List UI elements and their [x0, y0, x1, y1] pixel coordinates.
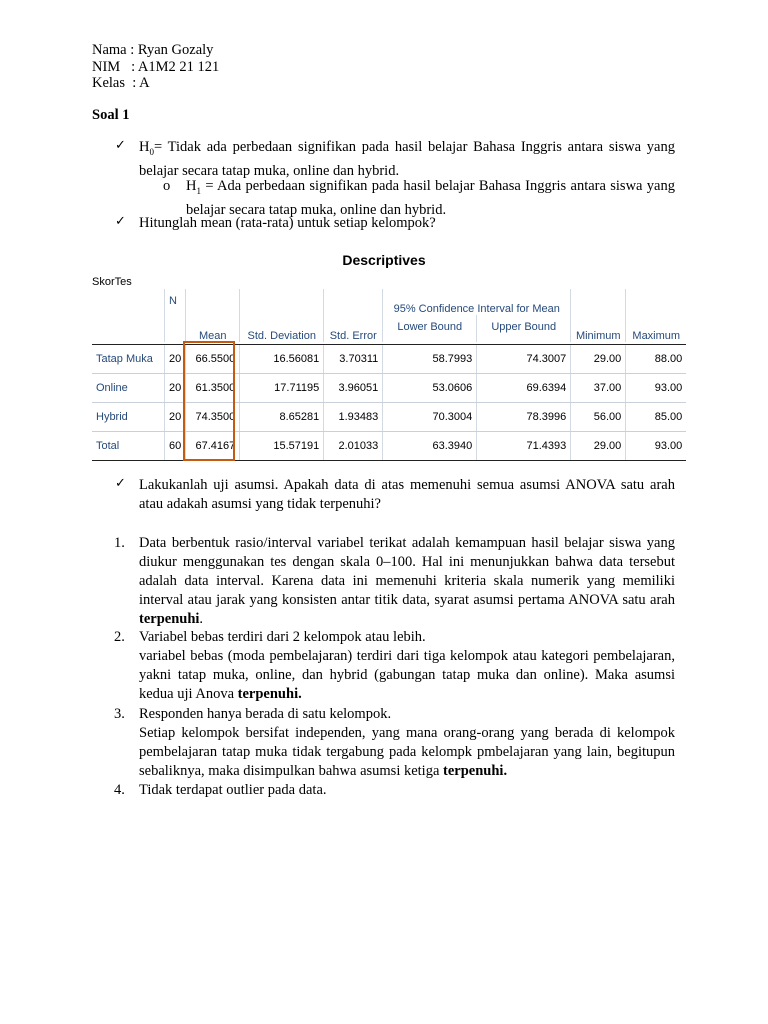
- item-number: 4.: [114, 782, 125, 798]
- h1-sub: 1: [196, 185, 201, 196]
- soal-title: Soal 1: [92, 107, 130, 123]
- nim-line: NIM : A1M2 21 121: [92, 58, 220, 75]
- assumption-question: Lakukanlah uji asumsi. Apakah data di atas memenuhi semua asumsi ANOVA satu arah atau adakah asumsi yang tidak terpenuhi?: [139, 477, 675, 512]
- mean-column-highlight: [183, 341, 235, 461]
- table-row: Tatap Muka 20 66.5500 16.56081 3.70311 58.7993 74.3007 29.00 88.00: [92, 344, 686, 373]
- header-std-err: Std. Error: [324, 315, 383, 342]
- item-3-title: Responden hanya berada di satu kelompok.: [139, 706, 392, 722]
- item-2-text: variabel bebas (moda pembelajaran) terdiri dari tiga kelompok atau kategori pembelajaran, yakni tatap muka, online, dan hybrid (gabungan tatap muka dan online). Maka asumsi kedua uji Anova terpenuhi.: [139, 648, 675, 702]
- kelas-line: Kelas : A: [92, 75, 150, 91]
- item-4-title: Tidak terdapat outlier pada data.: [139, 782, 327, 798]
- header-lower-bound: Lower Bound: [383, 315, 477, 342]
- header-ci: 95% Confidence Interval for Mean: [383, 289, 571, 315]
- corner-cell: [92, 289, 165, 315]
- check-icon: ✓: [115, 476, 126, 491]
- h0-prefix: H: [139, 139, 150, 155]
- descriptives-title: Descriptives: [342, 252, 426, 268]
- header-minimum: Minimum: [571, 315, 626, 342]
- item-number: 2.: [114, 629, 125, 645]
- item-2-title: Variabel bebas terdiri dari 2 kelompok atau lebih.: [139, 629, 426, 645]
- table-row: Total 60 67.4167 15.57191 2.01033 63.3940 71.4393 29.00 93.00: [92, 431, 686, 460]
- item-1-text: Data berbentuk rasio/interval variabel terikat adalah kemampuan hasil belajar siswa yang diukur menggunakan tes dengan skala 0–100. Hal ini menunjukkan bahwa data tersebut adalah data interval. Karena data ini memenuhi kriteria skala numerik yang memiliki interval atau jarak yang konsisten antar titik data, syarat asumsi pertama ANOVA satu arah terpenuhi.: [139, 535, 675, 627]
- variable-label: SkorTes: [92, 276, 132, 288]
- identity-block: [92, 42, 219, 92]
- circle-bullet-icon: o: [163, 178, 171, 194]
- table-row: Hybrid 20 74.3500 8.65281 1.93483 70.3004 78.3996 56.00 85.00: [92, 402, 686, 431]
- nama-line: Nama : Ryan Gozaly: [92, 42, 214, 58]
- h1-prefix: H: [186, 178, 197, 194]
- item-number: 1.: [114, 535, 125, 551]
- header-mean: Mean: [186, 315, 240, 342]
- header-n: N: [165, 289, 186, 315]
- item-3-text: Setiap kelompok bersifat independen, yang mana orang-orang yang berada di kelompok pembelajaran tatap muka tidak tergabung pada kelompk pmbelajaran yang lain, begitupun sebaliknya, maka disimpulkan bahwa asumsi ketiga terpenuhi.: [139, 725, 675, 779]
- h0-sub: 0: [149, 146, 154, 157]
- mean-question: Hitunglah mean (rata-rata) untuk setiap kelompok?: [139, 215, 436, 231]
- table-row: Online 20 61.3500 17.71195 3.96051 53.0606 69.6394 37.00 93.00: [92, 373, 686, 402]
- h0-text: = Tidak ada perbedaan signifikan pada hasil belajar Bahasa Inggris antara siswa yang belajar secara tatap muka, online dan hybrid.: [139, 139, 675, 179]
- h0-hypothesis: [139, 138, 675, 181]
- item-number: 3.: [114, 706, 125, 722]
- header-maximum: Maximum: [632, 330, 681, 342]
- check-icon: ✓: [115, 214, 126, 229]
- header-upper-bound: Upper Bound: [477, 315, 571, 342]
- h1-text: = Ada perbedaan signifikan pada hasil belajar Bahasa Inggris antara siswa yang belajar secara tatap muka, online dan hybrid.: [186, 178, 675, 218]
- descriptives-table: [92, 289, 686, 461]
- header-std-dev: Std. Deviation: [240, 315, 324, 342]
- check-icon: ✓: [115, 138, 126, 153]
